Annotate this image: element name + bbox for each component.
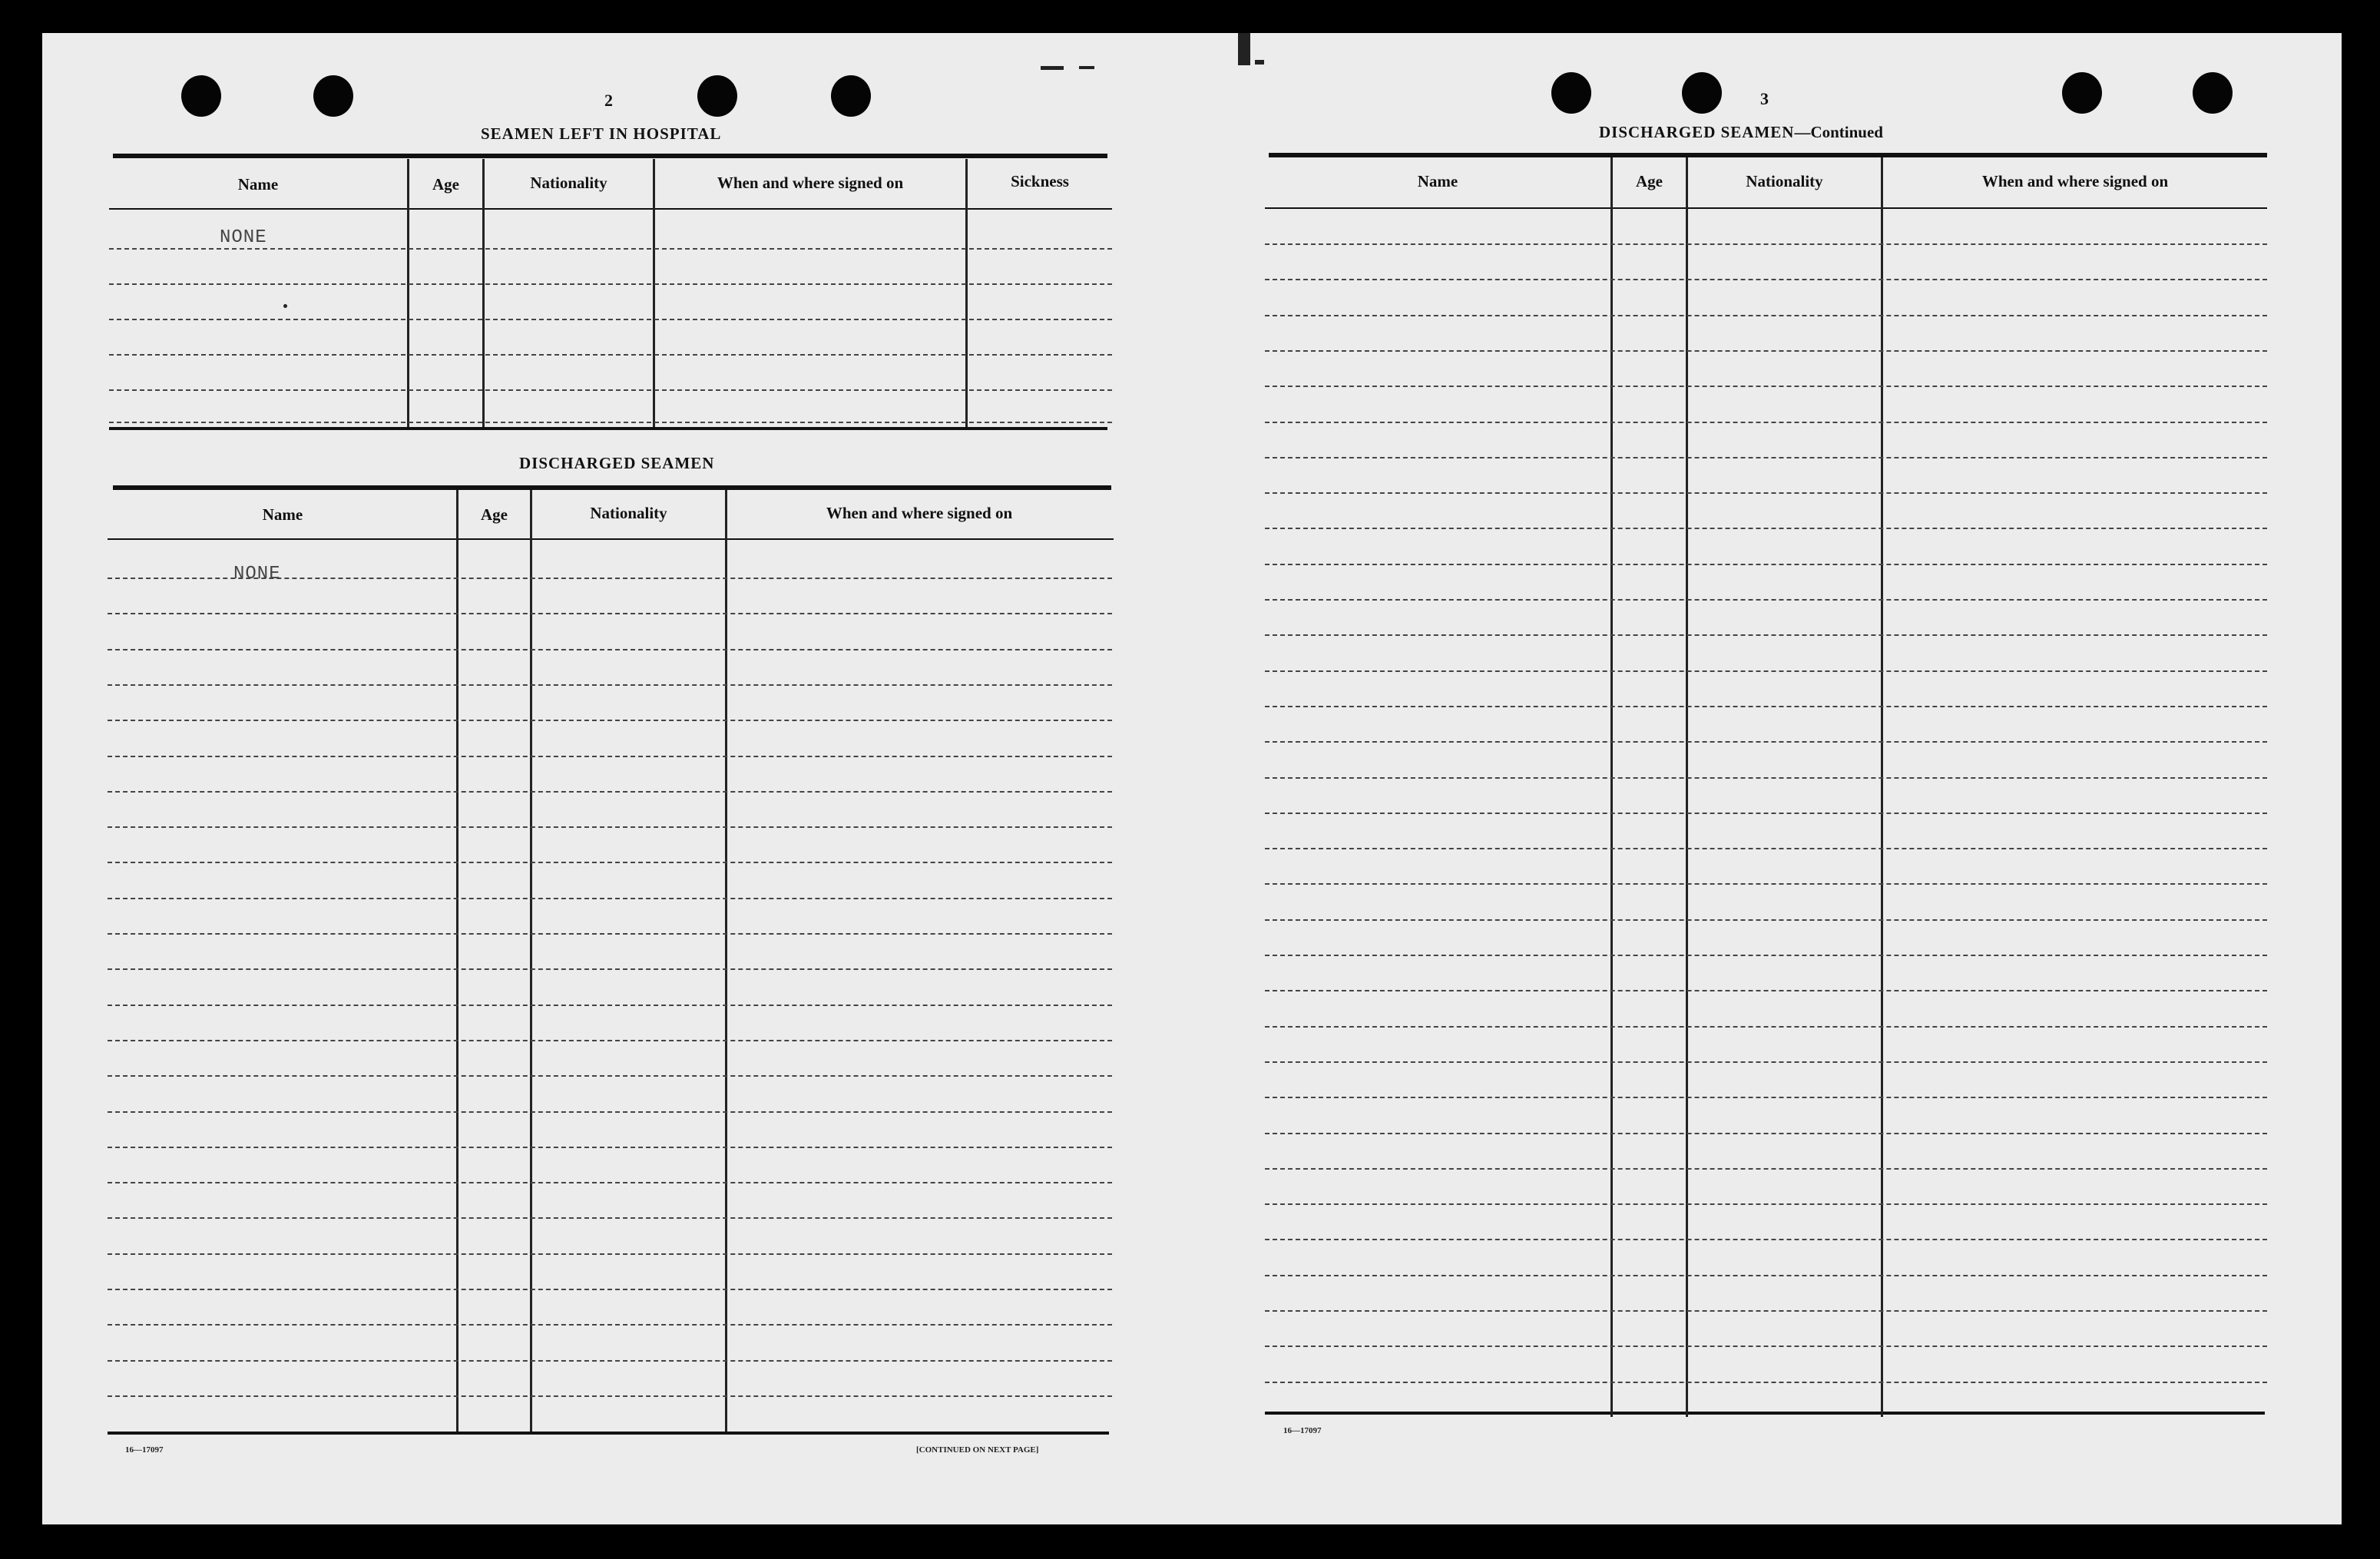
row-line xyxy=(108,578,1112,579)
row-line xyxy=(108,933,1112,935)
row-line xyxy=(1265,955,2267,956)
hospital-col-age: Age xyxy=(432,175,459,194)
column-divider xyxy=(965,159,968,427)
row-line xyxy=(108,684,1112,686)
row-line xyxy=(108,1075,1112,1077)
row-line xyxy=(108,1395,1112,1397)
footer-code-right: 16—17097 xyxy=(1283,1426,1322,1435)
column-divider xyxy=(530,490,532,1432)
column-divider xyxy=(482,159,485,427)
row-line xyxy=(1265,422,2267,423)
row-line xyxy=(1265,243,2267,245)
punch-hole xyxy=(697,75,737,117)
right-top-rule xyxy=(1269,153,2267,157)
row-line xyxy=(1265,1346,2267,1347)
punch-hole xyxy=(181,75,221,117)
row-line xyxy=(1265,599,2267,601)
row-line xyxy=(1265,670,2267,672)
row-line xyxy=(1265,279,2267,280)
row-line xyxy=(1265,813,2267,814)
row-line xyxy=(108,791,1112,793)
row-line xyxy=(1265,777,2267,779)
row-line xyxy=(108,898,1112,899)
right-header-rule xyxy=(1265,207,2267,209)
row-line xyxy=(1265,706,2267,707)
discharged-col-name: Name xyxy=(262,505,303,524)
row-line xyxy=(1265,1168,2267,1170)
right-title-main: DISCHARGED SEAMEN xyxy=(1599,123,1795,141)
row-line xyxy=(108,1005,1112,1006)
column-divider xyxy=(653,159,655,427)
hospital-col-name: Name xyxy=(237,175,279,194)
row-line xyxy=(108,1217,1112,1219)
page-number-right: 3 xyxy=(1760,89,1769,108)
row-line xyxy=(108,968,1112,970)
discharged-col-nationality: Nationality xyxy=(590,504,667,522)
row-line xyxy=(1265,1133,2267,1134)
ink-dot xyxy=(283,304,287,308)
row-line xyxy=(108,1360,1112,1362)
row-line xyxy=(1265,1382,2267,1383)
row-line xyxy=(108,1182,1112,1183)
row-line xyxy=(1265,315,2267,316)
hospital-header-rule xyxy=(109,208,1112,210)
row-line xyxy=(1265,386,2267,387)
row-line xyxy=(109,283,1112,285)
discharged-section-title: DISCHARGED SEAMEN xyxy=(519,454,715,472)
row-line xyxy=(1265,1275,2267,1276)
right-section-title xyxy=(1599,123,1883,142)
row-line xyxy=(109,389,1112,391)
row-line xyxy=(1265,741,2267,743)
row-line xyxy=(109,319,1112,320)
punch-hole xyxy=(313,75,353,117)
punch-hole xyxy=(1551,72,1591,114)
row-line xyxy=(1265,1061,2267,1063)
row-line xyxy=(1265,492,2267,494)
right-bottom-rule xyxy=(1265,1412,2265,1415)
column-divider xyxy=(1610,157,1613,1417)
row-line xyxy=(1265,457,2267,458)
column-divider xyxy=(1686,157,1688,1417)
scan-mark xyxy=(1079,66,1094,69)
row-line xyxy=(1265,528,2267,529)
hospital-col-nationality: Nationality xyxy=(530,174,607,192)
footer-continued-note: [CONTINUED ON NEXT PAGE] xyxy=(916,1445,1039,1455)
row-line xyxy=(109,422,1112,423)
row-line xyxy=(108,862,1112,863)
row-line xyxy=(1265,1026,2267,1028)
row-line xyxy=(1265,1239,2267,1240)
scan-mark xyxy=(1041,66,1064,70)
hospital-col-sickness: Sickness xyxy=(1011,172,1069,190)
page-number-left: 2 xyxy=(604,91,613,110)
hospital-bottom-rule xyxy=(109,427,1107,430)
discharged-col-signed-on: When and where signed on xyxy=(826,504,1013,522)
punch-hole xyxy=(2193,72,2233,114)
hospital-section-title: SEAMEN LEFT IN HOSPITAL xyxy=(481,124,722,143)
discharged-header-rule xyxy=(108,538,1114,540)
row-line xyxy=(1265,1203,2267,1205)
scan-mark xyxy=(1255,60,1264,65)
hospital-col-signed-on: When and where signed on xyxy=(717,174,904,192)
hospital-row-name: NONE xyxy=(220,227,267,248)
row-line xyxy=(1265,564,2267,565)
footer-code-left: 16—17097 xyxy=(125,1445,164,1455)
row-line xyxy=(1265,990,2267,991)
column-divider xyxy=(407,159,409,427)
punch-hole xyxy=(831,75,871,117)
right-col-nationality: Nationality xyxy=(1746,172,1823,190)
row-line xyxy=(108,1289,1112,1290)
row-line xyxy=(108,826,1112,828)
row-line xyxy=(1265,919,2267,921)
row-line xyxy=(108,1147,1112,1148)
row-line xyxy=(1265,1310,2267,1312)
punch-hole xyxy=(1682,72,1722,114)
right-col-signed-on: When and where signed on xyxy=(1981,172,2169,190)
column-divider xyxy=(725,490,727,1432)
right-title-suffix: —Continued xyxy=(1794,123,1883,141)
row-line xyxy=(108,720,1112,721)
row-line xyxy=(108,1040,1112,1041)
row-line xyxy=(1265,634,2267,636)
row-line xyxy=(1265,350,2267,352)
row-line xyxy=(109,248,1112,250)
hospital-top-rule xyxy=(113,154,1107,158)
document-sheet xyxy=(42,33,2342,1524)
row-line xyxy=(108,613,1112,614)
scan-mark xyxy=(1238,33,1250,65)
row-line xyxy=(108,649,1112,650)
discharged-row-name: NONE xyxy=(233,564,281,584)
column-divider xyxy=(1881,157,1883,1417)
row-line xyxy=(108,1253,1112,1255)
right-col-name: Name xyxy=(1417,172,1458,190)
discharged-top-rule xyxy=(113,485,1111,490)
discharged-col-age: Age xyxy=(481,505,508,524)
right-col-age: Age xyxy=(1636,172,1663,190)
row-line xyxy=(109,354,1112,356)
row-line xyxy=(108,756,1112,757)
discharged-bottom-rule xyxy=(108,1432,1109,1435)
row-line xyxy=(108,1111,1112,1113)
row-line xyxy=(1265,848,2267,849)
punch-hole xyxy=(2062,72,2102,114)
row-line xyxy=(1265,1097,2267,1098)
column-divider xyxy=(456,490,458,1432)
row-line xyxy=(1265,883,2267,885)
row-line xyxy=(108,1324,1112,1326)
